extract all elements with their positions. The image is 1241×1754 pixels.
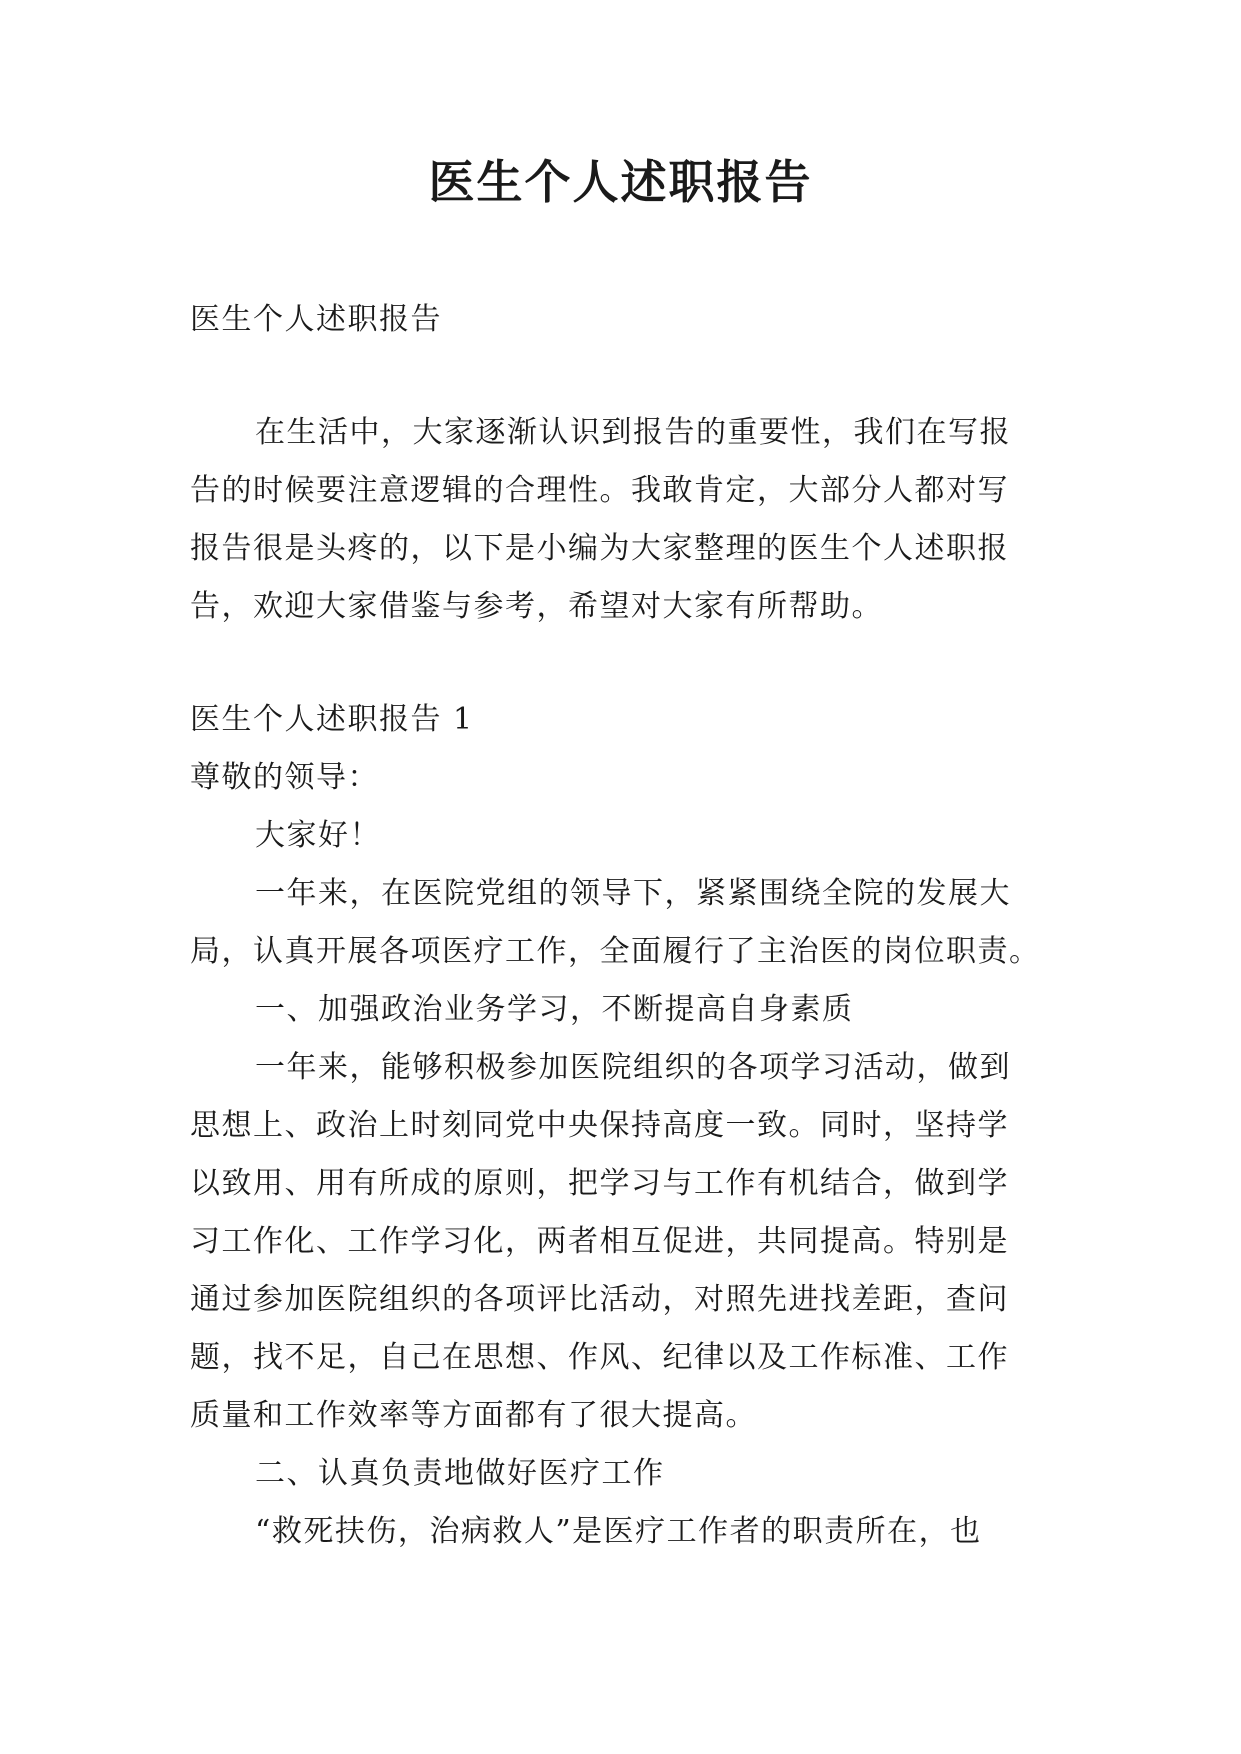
paragraph-line: 局，认真开展各项医疗工作，全面履行了主治医的岗位职责。: [190, 934, 1041, 969]
intro-line: 告的时候要注意逻辑的合理性。我敢肯定，大部分人都对写: [190, 473, 1009, 508]
paragraph-line: 一年来，能够积极参加医院组织的各项学习活动，做到: [255, 1050, 1011, 1085]
intro-line: 报告很是头疼的，以下是小编为大家整理的医生个人述职报: [190, 531, 1009, 566]
salutation: 尊敬的领导：: [190, 760, 379, 795]
paragraph-line: 题，找不足，自己在思想、作风、纪律以及工作标准、工作: [190, 1340, 1009, 1375]
paragraph-line: 质量和工作效率等方面都有了很大提高。: [190, 1398, 757, 1433]
heading-one: 一、加强政治业务学习，不断提高自身素质: [255, 992, 854, 1027]
paragraph-line: 一年来，在医院党组的领导下，紧紧围绕全院的发展大: [255, 876, 1011, 911]
paragraph-line: 以致用、用有所成的原则，把学习与工作有机结合，做到学: [190, 1166, 1009, 1201]
intro-line: 在生活中，大家逐渐认识到报告的重要性，我们在写报: [255, 415, 1011, 450]
heading-two: 二、认真负责地做好医疗工作: [255, 1456, 665, 1491]
paragraph-line: 思想上、政治上时刻同党中央保持高度一致。同时，坚持学: [190, 1108, 1009, 1143]
intro-line: 告，欢迎大家借鉴与参考，希望对大家有所帮助。: [190, 589, 883, 624]
greeting: 大家好！: [255, 818, 381, 853]
paragraph-line: “救死扶伤，治病救人”是医疗工作者的职责所在，也: [255, 1514, 982, 1549]
paragraph-line: 习工作化、工作学习化，两者相互促进，共同提高。特别是: [190, 1224, 1009, 1259]
paragraph-line: 通过参加医院组织的各项评比活动，对照先进找差距，查问: [190, 1282, 1009, 1317]
document-title: 医生个人述职报告: [428, 155, 813, 209]
section-heading: 医生个人述职报告 1: [190, 702, 474, 737]
document-subtitle: 医生个人述职报告: [190, 302, 442, 337]
